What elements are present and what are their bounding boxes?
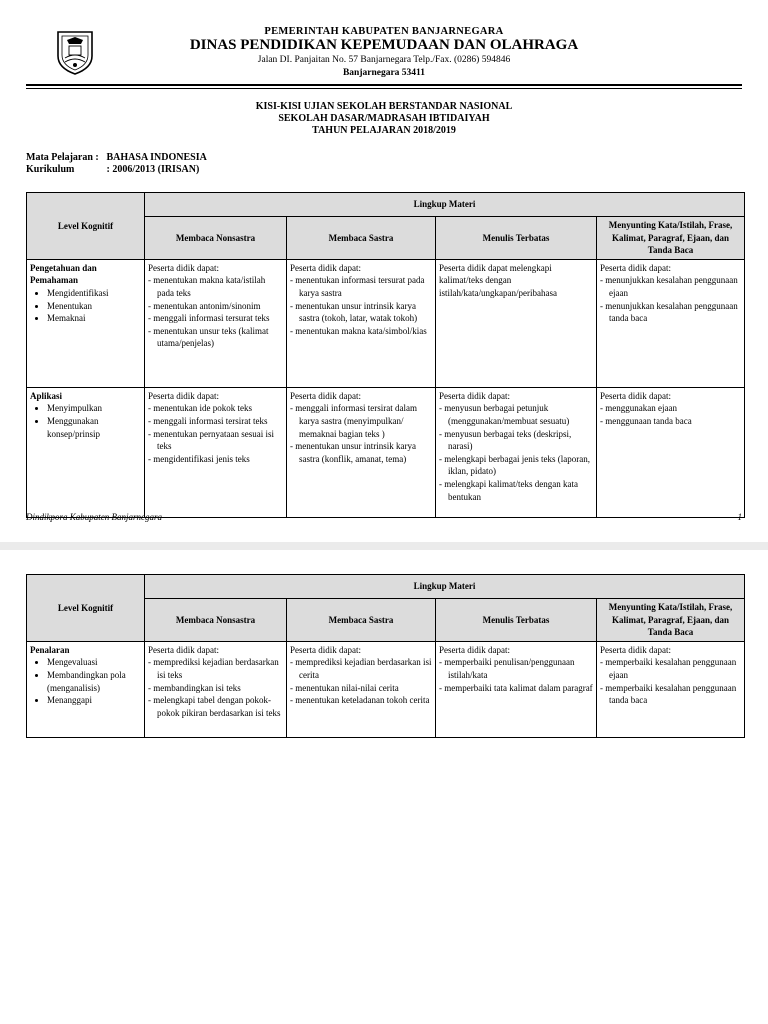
header-lingkup-materi: Lingkup Materi xyxy=(145,193,745,217)
cell-intro: Peserta didik dapat: xyxy=(290,262,361,273)
document-meta xyxy=(26,152,207,176)
table-row xyxy=(27,387,745,517)
list-item: - menentukan ide pokok teks xyxy=(148,402,283,415)
level-cell xyxy=(27,387,145,517)
list-item: - memperbaiki tata kalimat dalam paragraf xyxy=(439,682,593,695)
document-title xyxy=(0,101,768,137)
content-cell xyxy=(287,641,436,737)
content-cell xyxy=(145,259,287,387)
footer-institution: Dindikpora Kabupaten Banjarnegara xyxy=(26,512,162,522)
list-item: - menentukan unsur teks (kalimat utama/penjelas) xyxy=(148,325,283,350)
header-membaca-nonsastra: Membaca Nonsastra xyxy=(145,217,287,260)
header-lingkup-materi: Lingkup Materi xyxy=(145,575,745,599)
list-item: - memprediksi kejadian berdasarkan isi cerita xyxy=(290,656,432,681)
list-item: - memperbaiki penulisan/penggunaan istilah/kata xyxy=(439,656,593,681)
list-item: • Menentukan xyxy=(47,300,141,313)
cell-intro: Peserta didik dapat: xyxy=(148,390,219,401)
cell-intro: Peserta didik dapat: xyxy=(439,390,510,401)
title-line-2: SEKOLAH DASAR/MADRASAH IBTIDAIYAH xyxy=(278,113,490,124)
list-item: - menentukan keteladanan tokoh cerita xyxy=(290,694,432,707)
header-city: Banjarnegara 53411 xyxy=(342,68,426,78)
header-government: PEMERINTAH KABUPATEN BANJARNEGARA xyxy=(264,26,504,37)
list-item: - menyusun berbagai teks (deskripsi, narasi) xyxy=(439,428,593,453)
curriculum-label: Kurikulum xyxy=(26,164,75,175)
list-item: - mengidentifikasi jenis teks xyxy=(148,453,283,466)
header-membaca-sastra: Membaca Sastra xyxy=(287,599,436,642)
document-page-2 xyxy=(0,550,768,1024)
header-divider-thick xyxy=(26,84,742,86)
header-menyunting: Menyunting Kata/Istilah, Frase, Kalimat, Paragraf, Ejaan, dan Tanda Baca xyxy=(597,217,745,260)
cell-intro: Peserta didik dapat: xyxy=(439,644,510,655)
list-item: - memprediksi kejadian berdasarkan isi teks xyxy=(148,656,283,681)
title-line-3: TAHUN PELAJARAN 2018/2019 xyxy=(312,125,456,136)
list-item: - menentukan unsur intrinsik karya sastra (konflik, amanat, tema) xyxy=(290,440,432,465)
subject-value: BAHASA INDONESIA xyxy=(106,152,207,163)
content-cell xyxy=(436,259,597,387)
content-cell xyxy=(436,387,597,517)
header-menulis-terbatas: Menulis Terbatas xyxy=(436,599,597,642)
level-list xyxy=(30,402,141,440)
level-cell xyxy=(27,641,145,737)
list-item: - menunjukkan kesalahan penggunaan tanda baca xyxy=(600,300,741,325)
title-line-1: KISI-KISI UJIAN SEKOLAH BERSTANDAR NASIONAL xyxy=(255,101,513,112)
level-list xyxy=(30,656,141,706)
list-item: - melengkapi kalimat/teks dengan kata bentukan xyxy=(439,478,593,503)
header-address: Jalan DI. Panjaitan No. 57 Banjarnegara Telp./Fax. (0286) 594846 xyxy=(257,55,511,65)
content-cell xyxy=(436,641,597,737)
content-cell xyxy=(287,259,436,387)
header-menulis-terbatas: Menulis Terbatas xyxy=(436,217,597,260)
kisi-kisi-table-page-2 xyxy=(26,574,745,738)
header-level-kognitif: Level Kognitif xyxy=(27,193,145,260)
cell-intro: Peserta didik dapat: xyxy=(148,262,219,273)
content-cell xyxy=(287,387,436,517)
header-membaca-nonsastra: Membaca Nonsastra xyxy=(145,599,287,642)
letterhead xyxy=(0,24,768,84)
content-cell xyxy=(597,259,745,387)
level-title: Pengetahuan dan Pemahaman xyxy=(30,262,97,286)
level-list xyxy=(30,287,141,325)
level-title: Penalaran xyxy=(30,644,70,655)
header-menyunting: Menyunting Kata/Istilah, Frase, Kalimat, Paragraf, Ejaan, dan Tanda Baca xyxy=(597,599,745,642)
list-item: - melengkapi berbagai jenis teks (laporan, iklan, pidato) xyxy=(439,453,593,478)
header-membaca-sastra: Membaca Sastra xyxy=(287,217,436,260)
list-item: - memperbaiki kesalahan penggunaan tanda baca xyxy=(600,682,741,707)
list-item: - menggunakan ejaan xyxy=(600,402,741,415)
content-cell xyxy=(597,387,745,517)
kisi-kisi-table-page-1 xyxy=(26,192,745,518)
list-item: - menyusun berbagai petunjuk (menggunakan/membuat sesuatu) xyxy=(439,402,593,427)
cell-intro: Peserta didik dapat: xyxy=(600,644,671,655)
list-item: - menentukan makna kata/istilah pada teks xyxy=(148,274,283,299)
list-item: • Mengidentifikasi xyxy=(47,287,141,300)
list-item: - menggali informasi tersirat teks xyxy=(148,415,283,428)
list-item: • Membandingkan pola (menganalisis) xyxy=(47,669,141,694)
content-cell xyxy=(145,641,287,737)
list-item: • Menyimpulkan xyxy=(47,402,141,415)
level-cell xyxy=(27,259,145,387)
content-cell xyxy=(597,641,745,737)
curriculum-value: : 2006/2013 (IRISAN) xyxy=(106,164,200,175)
list-item: - menentukan antonim/sinonim xyxy=(148,300,283,313)
list-item: - menentukan nilai-nilai cerita xyxy=(290,682,432,695)
content-cell xyxy=(145,387,287,517)
header-level-kognitif: Level Kognitif xyxy=(27,575,145,642)
header-divider-thin xyxy=(26,88,742,89)
list-item: - menentukan unsur intrinsik karya sastra (tokoh, latar, watak tokoh) xyxy=(290,300,432,325)
list-item: • Mengevaluasi xyxy=(47,656,141,669)
list-item: - menentukan makna kata/simbol/kias xyxy=(290,325,432,338)
list-item: - menunjukkan kesalahan penggunaan ejaan xyxy=(600,274,741,299)
list-item: - menggunaan tanda baca xyxy=(600,415,741,428)
list-item: - memperbaiki kesalahan penggunaan ejaan xyxy=(600,656,741,681)
subject-label: Mata Pelajaran : xyxy=(26,152,99,163)
header-agency: DINAS PENDIDIKAN KEPEMUDAAN DAN OLAHRAGA xyxy=(189,37,579,53)
cell-intro: Peserta didik dapat: xyxy=(600,390,671,401)
list-item: - membandingkan isi teks xyxy=(148,682,283,695)
list-item: • Menggunakan konsep/prinsip xyxy=(47,415,141,440)
cell-intro: Peserta didik dapat: xyxy=(290,644,361,655)
cell-intro: Peserta didik dapat: xyxy=(600,262,671,273)
list-item: - melengkapi tabel dengan pokok-pokok pikiran berdasarkan isi teks xyxy=(148,694,283,719)
footer-page-number: 1 xyxy=(737,512,742,522)
level-title: Aplikasi xyxy=(30,390,63,401)
cell-intro: Peserta didik dapat melengkapi kalimat/teks dengan istilah/kata/ungkapan/peribahasa xyxy=(439,262,557,298)
list-item: - menggali informasi tersurat teks xyxy=(148,312,283,325)
list-item: • Memaknai xyxy=(47,312,141,325)
table-row xyxy=(27,259,745,387)
cell-intro: Peserta didik dapat: xyxy=(148,644,219,655)
table-row xyxy=(27,641,745,737)
cell-intro: Peserta didik dapat: xyxy=(290,390,361,401)
list-item: • Menanggapi xyxy=(47,694,141,707)
list-item: - menggali informasi tersirat dalam karya sastra (menyimpulkan/ memaknai bagian teks ) xyxy=(290,402,432,440)
list-item: - menentukan informasi tersurat pada karya sastra xyxy=(290,274,432,299)
list-item: - menentukan pernyataan sesuai isi teks xyxy=(148,428,283,453)
